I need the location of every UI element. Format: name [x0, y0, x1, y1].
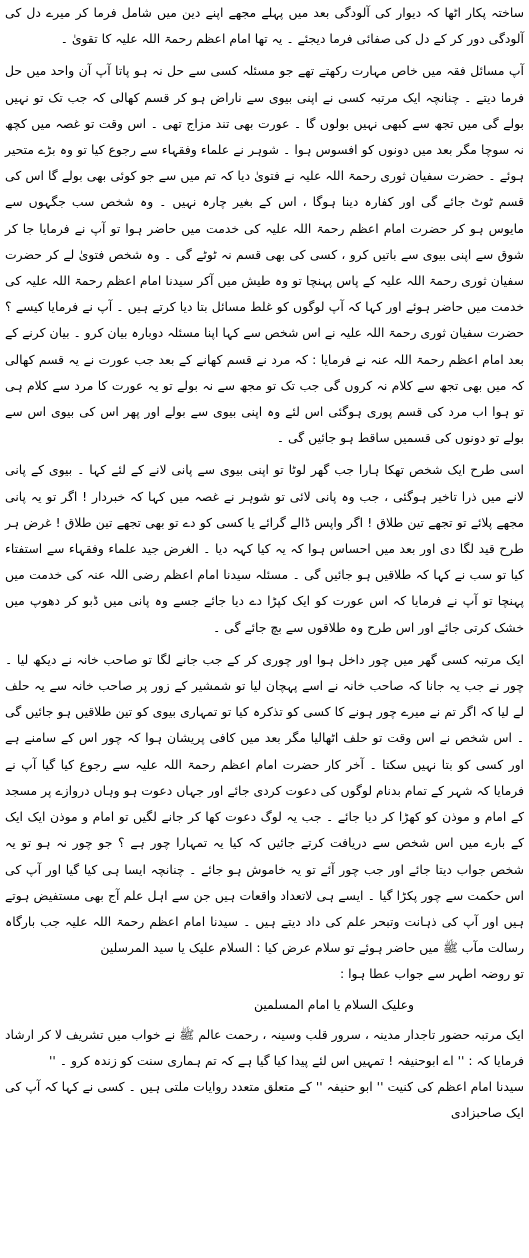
paragraph-fiqh-masail: آپ مسائل فقہ میں خاص مہارت رکھتے تھے جو مسئلہ کسی سے حل نہ ہو پاتا آپ آن واحد میں حل فرما دیتے ۔ چنانچہ ایک مرتبہ کسی نے اپنی بیوی سے ناراض ہو کر قسم کھالی کہ جب تک تو نہیں بولے گی میں تجھ سے کبھی نہیں بولوں گا ۔ عورت بھی تند مزاج تھی ۔ اس وقت تو غصہ میں کچھ نہ سوچا مگر بعد میں دونوں کو افسوس ہوا ۔ شوہر نے علماء وفقہاء سے رجوع کیا تو وہ بڑے متحیر ہوئے ۔ حضرت سفیان ثوری رحمۃ اللہ علیہ نے فتویٰ دیا کہ تم میں سے جو کوئی بھی بولے گا اس کی قسم ٹوٹ جائے گی اور کفارہ دینا ہوگا ، اس کے بغیر چارہ نہیں ۔ وہ شخص سب جگہوں سے مایوس ہو کر حضرت امام اعظم رحمۃ اللہ علیہ کی خدمت میں حاضر ہوا تو آپ نے فرمایا جا کر شوق سے اپنی بیوی سے باتیں کرو ، کسی کی بھی قسم نہ ٹوٹے گی ۔ وہ شخص فتویٰ لے کر حضرت سفیان ثوری رحمۃ اللہ علیہ کے پاس پہنچا تو وہ طیش میں آکر سیدنا امام اعظم رحمۃ اللہ علیہ کی خدمت میں حاضر ہوئے اور کہا کہ آپ لوگوں کو غلط مسائل بتا دیا کرتے ہیں ۔ آپ نے فرمایا کیسے ؟ حضرت سفیان ثوری رحمۃ اللہ علیہ نے اس شخص سے کہا اپنا مسئلہ دوبارہ بیان کرو ۔ بیان کرنے کے بعد امام اعظم رحمۃ اللہ عنہ نے فرمایا : کہ مرد نے قسم کھانے کے بعد جب عورت نے یہ قسم کھالی کہ میں بھی تجھ سے کلام نہ کروں گی جب تک تو مجھ سے نہ بولے تو یہ عورت کا مرد سے کلام ہی تو ہوا اب مرد کی قسم پوری ہوگئی اس لئے وہ اپنی بیوی سے بولے اور پھر اس کی بیوی اس سے بولے تو دونوں کی قسمیں ساقط ہو جائیں گی ۔ — [5, 63, 524, 446]
salutation-reply: وعلیک السلام یا امام المسلمین — [253, 996, 414, 1012]
paragraph-dream: ایک مرتبہ حضور تاجدار مدینہ ، سرور قلب وسینہ ، رحمت عالم ﷺ نے خواب میں تشریف لا کر ارشاد فرمایا کہ : '' اے ابوحنیفہ ! تمہیں اس لئے پیدا کیا گیا ہے کہ تم ہماری سنت کو زندہ کرو ۔ '' — [5, 1026, 524, 1068]
paragraph-thief-case: ایک مرتبہ کسی گھر میں چور داخل ہوا اور چوری کر کے جب جانے لگا تو صاحب خانہ نے دیکھ لیا ۔ چور نے جب یہ جانا کہ صاحب خانہ نے اسے پہچان لیا تو شمشیر کے زور پر صاحب خانہ سے یہ حلف لے لیا کہ اگر تم نے میرے چور ہونے کا کسی کو تذکرہ کیا تو تمہاری بیوی کو تین طلاقیں ہو جائیں گی ۔ اس شخص نے اس وقت تو حلف اٹھالیا مگر بعد میں کافی پریشان ہوا کہ چور اس کے سامنے ہے اور کسی کو بتا نہیں سکتا ۔ آخر کار حضرت امام اعظم رحمۃ اللہ علیہ سے رجوع کیا گیا آپ نے فرمایا کہ شہر کے تمام بدنام لوگوں کی دعوت کردی جائے اور جہاں دعوت ہو وہاں دروازے پر مسجد کے امام و موذن کو کھڑا کر دیا جائے ۔ جب یہ لوگ دعوت کھا کر جانے لگیں تو امام و موذن ایک ایک کے بارے میں اس شخص سے دریافت کرتے جائیں کہ کیا یہ تمہارا چور ہے ؟ جو چور نہ ہو تو یہ شخص جواب دیتا جائے اور جب چور آئے تو یہ خاموش ہو جائے ۔ چنانچہ ایسا ہی کیا گیا اور آپ کی اس حکمت سے چور پکڑا گیا ۔ ایسے ہی لاتعداد واقعات ہیں جن سے اہل علم آج بھی مستفیض ہوتے ہیں اور آپ کی ذہانت وتبحر علم کی داد دیتے ہیں ۔ سیدنا امام اعظم رحمۃ اللہ علیہ جب بارگاہ رسالت مآب ﷺ میں حاضر ہوئے تو سلام عرض کیا : السلام علیک یا سید المرسلین — [5, 651, 524, 956]
paragraph-talaq-case: اسی طرح ایک شخص تھکا ہارا جب گھر لوٹا تو اپنی بیوی سے پانی لانے کے لئے کہا ۔ بیوی کے پانی لانے میں ذرا تاخیر ہوگئی ، جب وہ پانی لائی تو شوہر نے غصہ میں کہا کہ خبردار ! اگر تو یہ پانی مجھے پلائے تو تجھے تین طلاق ! اگر واپس ڈالے گرائے یا کسی کو دے تو بھی تجھے تین طلاق ! غرض ہر طرح قید لگا دی اور بعد میں احساس ہوا کہ یہ کیا کہہ دیا ۔ الغرض جید علماء وفقہاء سے استفتاء کیا تو سب نے کہا کہ طلاقیں ہو جائیں گی ۔ مسئلہ سیدنا امام اعظم رضی اللہ عنہ کی خدمت میں پہنچا تو آپ نے فرمایا کہ اس عورت کو ایک کپڑا دے دیا جائے جسے وہ پانی میں ڈبو کر دھوپ میں خشک کرتی جائے اور اس طرح وہ طلاقوں سے بچ جائے گی ۔ — [5, 462, 524, 635]
paragraph-kunyat: سیدنا امام اعظم کی کنیت '' ابو حنیفہ '' کے متعلق متعدد روایات ملتی ہیں ۔ کسی نے کہا کہ آپ کی ایک صاحبزادی — [5, 1079, 524, 1121]
paragraph-reply-intro: تو روضہ اطہر سے جواب عطا ہوا : — [340, 966, 524, 982]
paragraph-intro: ساختہ پکار اٹھا کہ دیوار کی آلودگی بعد میں پہلے مجھے اپنے دین میں شامل فرما کر میرے دل کی آلودگی دور کر کے دل کی صفائی فرما دیجئے ۔ یہ تھا امام اعظم رحمۃ اللہ علیہ کا تقویٰ ۔ — [5, 5, 524, 47]
